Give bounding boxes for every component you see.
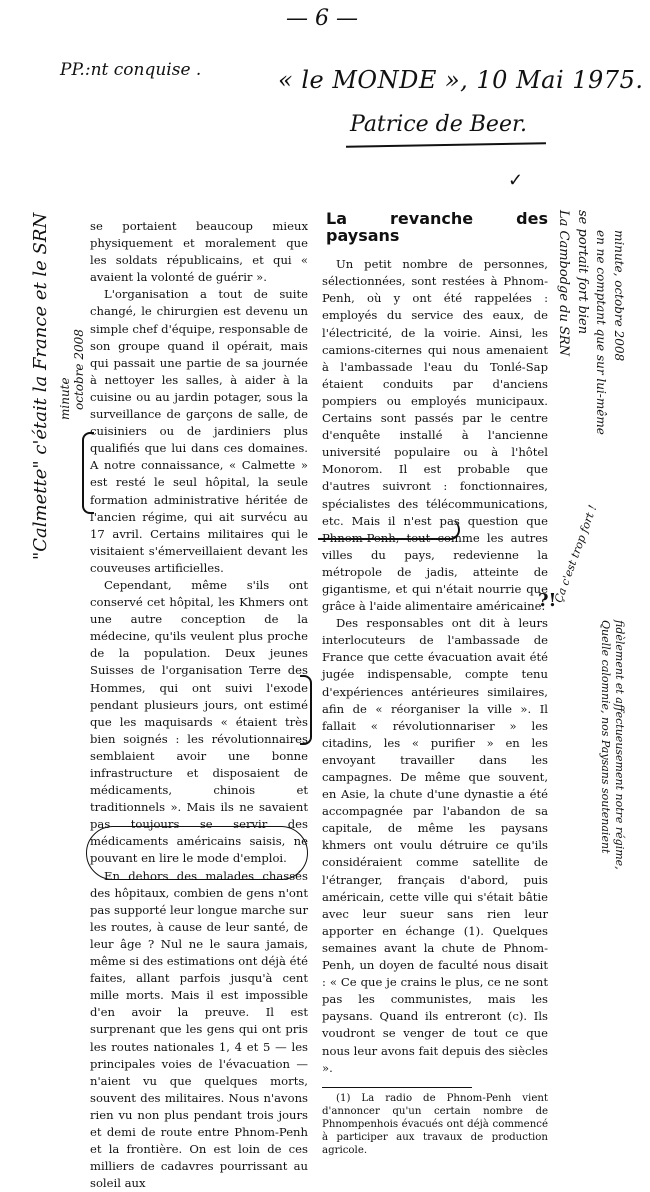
article-paragraph: En dehors des malades chassés des hôpitaux, combien de gens n'ont pas supporté leur longue marche sur les routes, à cause de leur santé, de leur âge ? Nul ne le saura jamais, même si des estimations ont déjà été faites, allant parfois jusqu'à cent mille morts. Mais il est impossible d'en avoir la preuve. Il est surprenant que les gens qui ont pris les routes nationales 1, 4 et 5 — les principales voies de l'évacuation — n'aient vu que quelques morts, souvent des militaires. Nous n'avons rien vu non plus pendant trois jours et demi de route entre Phnom-Penh et la frontière. On est loin de ces milliers de cadavres pourrissant au soleil aux (90, 868, 308, 1191)
margin-note-left-small-2: octobre 2008 (72, 329, 86, 410)
author-underline (346, 142, 546, 148)
article-paragraph: L'organisation a tout de suite changé, le chirurgien est devenu un simple chef d'équipe, responsable de son groupe quand il opérait, mais qui passait une partie de sa journée à nettoyer les salles, à aider à la cuisine ou au jardin potager, sous la surveillance de garçons de salle, de cuisiniers ou de jardiniers plus qualifiés que lui dans ces domaines. A notre connaissance, « Calmette » est resté le seul hôpital, la seule formation administrative héritée de l'ancien régime, qui ait survécu au 17 avril. Certains militaires qui le visitaient s'émerveillaient devant les couveuses artificielles. (90, 287, 308, 575)
margin-note-right-5: Quelle calomnie, nos Paysans soutenaient (599, 620, 612, 854)
article-footnote: (1) La radio de Phnom-Penh vient d'annoncer qu'un certain nombre de Phnompenhois évacués ont déjà commencé à participer aux travaux de production agricole. (322, 1092, 548, 1156)
margin-note-exclamation: Ça c'est trop fort ! (552, 503, 600, 605)
margin-note-left-small-1: minute (58, 377, 72, 420)
handwritten-source-note: « le MONDE », 10 Mai 1975. (278, 66, 644, 94)
article-paragraph: Un petit nombre de personnes, sélectionnées, sont restées à Phnom-Penh, où y ont été rappelées : employés du service des eaux, de l'électricité, de la voirie. Ainsi, les camions-citernes qui nous amenaient à l'ambassade l'eau du Tonlé-Sap étaient conduits par d'anciens pompiers ou employés municipaux. Certains sont passés par le centre d'enquête installé à l'ancienne université populaire ou à l'hôtel Monorom. Il est probable que d'autres suivront : fonctionnaires, spécialistes des télécommunications, etc. Mais il n'est pas question que Phnom-Penh, tout comme les autres villes du pays, redevienne la métropole de jadis, atteinte de gigantisme, et qui n'était nourrie que grâce à l'aide alimentaire américaine. (322, 257, 548, 614)
article-paragraph: se portaient beaucoup mieux physiquement et moralement que les soldats républicains, et qui « avaient la volonté de guérir ». (90, 219, 308, 285)
margin-note-left-main: "Calmette" c'était la France et le SRN (30, 212, 51, 560)
handwritten-question-marks: ?! (538, 590, 557, 611)
article-left-column (90, 218, 308, 1192)
article-paragraph: Cependant, même s'ils ont conservé cet hôpital, les Khmers ont une autre conception de la médecine, qu'ils veulent plus proche de la population. Deux jeunes Suisses de l'organisation Terre des Hommes, qui ont suivi l'exode pendant plusieurs jours, ont estimé que les maquisards « étaient très bien soignés : les révolutionnaires semblaient avoir une bonne infrastructure et disposaient de médicaments, chinois et traditionnels ». Mais ils ne savaient pas toujours se servir des médicaments américains saisis, ne pouvant en lire le mode d'emploi. (90, 577, 308, 866)
article-headline: La revanche des paysans (326, 209, 548, 246)
page-number: — 6 — (286, 6, 358, 31)
handwritten-author-note: Patrice de Beer. (350, 112, 528, 137)
handwritten-tick-mark: ✓ (508, 170, 524, 191)
margin-note-right-1: La Cambodge du SRN (556, 210, 571, 357)
margin-note-right-2: se portait fort bien (575, 210, 590, 335)
margin-note-right-4: minute, octobre 2008 (612, 230, 626, 362)
handwritten-top-left-note: PP.:nt conquise . (60, 60, 202, 80)
article-paragraph: Des responsables ont dit à leurs interlocuteurs de l'ambassade de France que cette évacuation avait été jugée indispensable, compte tenu d'expériences antérieures similaires, afin de « réorganiser la ville ». Il fallait « révolutionnariser » les citadins, les « purifier » en les envoyant travailler dans les campagnes. De même que souvent, en Asie, la chute d'une dynastie a été accompagnée par l'abandon de sa capitale, de même les paysans khmers ont voulu détruire ce qu'ils considéraient comme satellite de l'étranger, français d'abord, puis américain, cette ville qui s'était bâtie avec leur sueur sans rien leur apporter en échange (1). Quelques semaines avant la chute de Phnom-Penh, un doyen de faculté nous disait : « Ce que je crains le plus, ce ne sont pas les communistes, mais les paysans. Quand ils entreront (c). Ils voudront se venger de tout ce que nous leur avons fait depuis des siècles ». (322, 616, 548, 1075)
margin-note-right-6: fidèlement et affectueusement notre régime, (613, 620, 626, 870)
article-right-column (322, 210, 548, 1157)
margin-note-right-3: en ne comptant que sur lui-même (594, 230, 608, 435)
